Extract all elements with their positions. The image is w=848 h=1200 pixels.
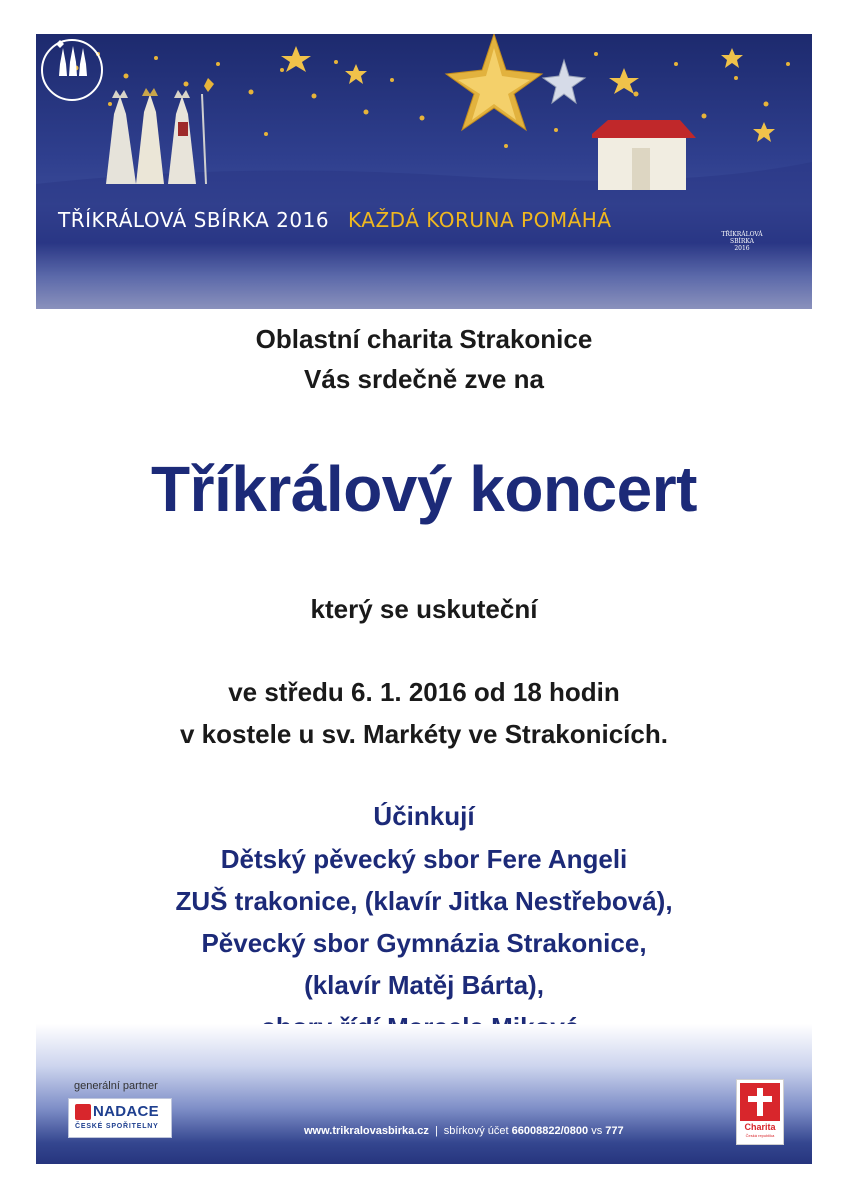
page-title: Tříkrálový koncert: [151, 453, 697, 525]
big-star-icon: [446, 34, 542, 130]
footer: [36, 1024, 812, 1164]
seal-line-1: TŘÍKRÁLOVÁ: [721, 231, 763, 238]
charita-sub: Česká republika: [745, 1133, 775, 1138]
details-date: ve středu 6. 1. 2016 od 18 hodin: [228, 677, 620, 707]
campaign-seal-icon: [36, 34, 108, 106]
partner-name: NADACE: [93, 1103, 159, 1120]
charita-logo: [736, 1079, 784, 1145]
house-icon: [592, 120, 696, 190]
poster: [36, 34, 812, 1164]
three-kings-icon: [106, 78, 214, 184]
performer-line: Dětský pěvecký sbor Fere Angeli: [220, 844, 628, 874]
account-label: sbírkový účet: [443, 1125, 509, 1137]
silver-star-icon: [543, 60, 585, 103]
banner-title: TŘÍKRÁLOVÁ SBÍRKA 2016: [58, 208, 330, 232]
banner-illustration: [36, 34, 812, 309]
account-number: 66008822/0800: [511, 1125, 589, 1137]
nadace-logo-icon: [75, 1104, 91, 1120]
performer-line: ZUŠ trakonice, (klavír Jitka Nestřebová),: [175, 886, 673, 916]
vs-number: 777: [605, 1125, 624, 1137]
footer-contact: [304, 1125, 624, 1137]
partner-label: generální partner: [74, 1080, 158, 1092]
charita-name: Charita: [744, 1122, 776, 1132]
performers-heading: Účinkují: [373, 801, 475, 831]
seal-text: [710, 231, 774, 252]
intro-line-1: Oblastní charita Strakonice: [255, 324, 593, 354]
banner-slogan: KAŽDÁ KORUNA POMÁHÁ: [348, 208, 612, 232]
footer-separator: |: [434, 1125, 438, 1137]
vs-label: vs: [591, 1125, 603, 1137]
seal-line-2: SBÍRKA: [730, 238, 754, 245]
intro-line-2: Vás srdečně zve na: [304, 364, 544, 394]
performer-line: Pěvecký sbor Gymnázia Strakonice,: [201, 928, 647, 958]
banner: [36, 34, 812, 309]
charita-cross-icon: [740, 1083, 780, 1121]
seal-line-3: 2016: [734, 245, 750, 252]
performer-line: (klavír Matěj Bárta),: [304, 970, 544, 1000]
details-line-1: který se uskuteční: [310, 594, 538, 624]
partner-sub: ČESKÉ SPOŘITELNY: [75, 1123, 159, 1130]
website-link[interactable]: www.trikralovasbirka.cz: [304, 1125, 429, 1137]
partner-logo: [68, 1098, 172, 1138]
details-venue: v kostele u sv. Markéty ve Strakonicích.: [180, 719, 668, 749]
